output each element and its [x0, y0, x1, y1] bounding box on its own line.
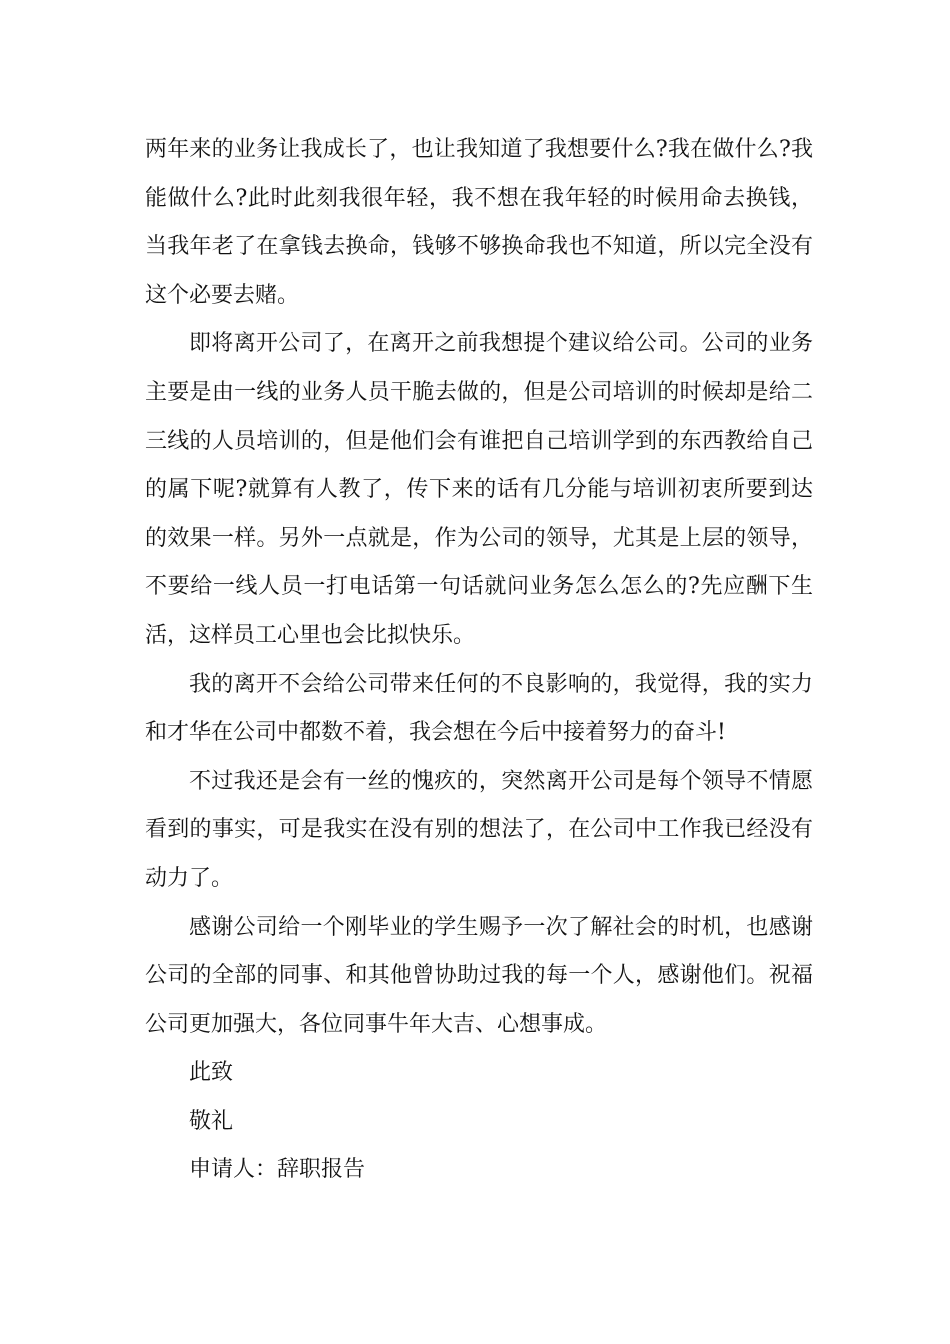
letter-body — [145, 126, 813, 1195]
paragraph-5: 感谢公司给一个刚毕业的学生赐予一次了解社会的时机，也感谢公司的全部的同事、和其他曾协助过我的每一个人，感谢他们。祝福公司更加强大，各位同事牛年大吉、心想事成。 — [145, 914, 813, 1037]
closing-regards: 敬礼 — [189, 1108, 234, 1134]
closing-salutation: 此致 — [189, 1060, 234, 1086]
paragraph-3: 我的离开不会给公司带来任何的不良影响的，我觉得，我的实力和才华在公司中都数不着，我会想在今后中接着努力的奋斗! — [145, 671, 813, 746]
paragraph-4: 不过我还是会有一丝的愧疚的，突然离开公司是每个领导不情愿看到的事实，可是我实在没有别的想法了，在公司中工作我已经没有动力了。 — [145, 768, 813, 891]
paragraph-2: 即将离开公司了，在离开之前我想提个建议给公司。公司的业务主要是由一线的业务人员干脆去做的，但是公司培训的时候却是给二三线的人员培训的，但是他们会有谁把自己培训学到的东西教给自己的属下呢?就算有人教了，传下来的话有几分能与培训初衷所要到达的效果一样。另外一点就是，作为公司的领导，尤其是上层的领导，不要给一线人员一打电话第一句话就问业务怎么怎么的?先应酬下生活，这样员工心里也会比拟快乐。 — [145, 331, 813, 648]
signature-line: 申请人：辞职报告 — [189, 1157, 366, 1183]
paragraph-1: 两年来的业务让我成长了，也让我知道了我想要什么?我在做什么?我能做什么?此时此刻我很年轻，我不想在我年轻的时候用命去换钱，当我年老了在拿钱去换命，钱够不够换命我也不知道，所以完全没有这个必要去赌。 — [145, 137, 813, 308]
